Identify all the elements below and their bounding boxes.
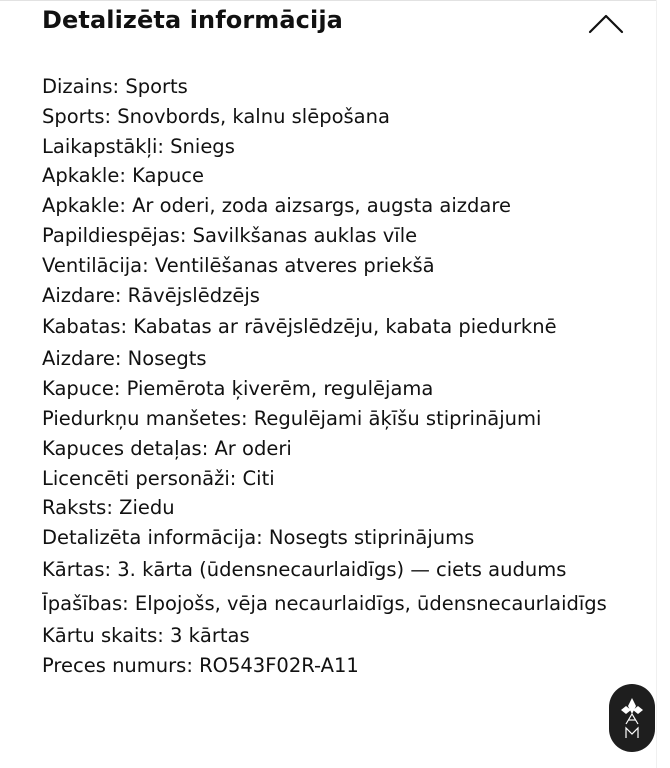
detail-item: Kapuce: Piemērota ķiverēm, regulējama	[42, 377, 434, 401]
details-section-header[interactable]	[0, 0, 670, 60]
detail-item: Dizains: Sports	[42, 75, 188, 98]
detail-item: Papildiespējas: Savilkšanas auklas vīle	[42, 223, 418, 247]
detail-item: Sports: Snovbords, kalnu slēpošana	[42, 104, 390, 128]
detail-item: Preces numurs: RO543F02R-A11	[42, 653, 359, 677]
detail-item: Detalizēta informācija: Nosegts stiprinājums	[42, 526, 475, 550]
detail-item: Kārtu skaits: 3 kārtas	[42, 623, 250, 647]
detail-item: Apkakle: Ar oderi, zoda aizsargs, augsta aizdare	[42, 194, 511, 218]
detail-item: Aizdare: Nosegts	[42, 347, 207, 371]
detail-item: Kapuces detaļas: Ar oderi	[42, 436, 292, 460]
chevron-up-icon[interactable]	[588, 12, 624, 34]
detail-item: Kabatas: Kabatas ar rāvējslēdzēju, kabata piedurknē	[42, 315, 557, 339]
brand-logo-button[interactable]	[609, 684, 655, 752]
detail-item: Piedurkņu manšetes: Regulējami āķīšu stiprinājumi	[42, 406, 542, 430]
detail-item: Īpašības: Elpojošs, vēja necaurlaidīgs, ūdensnecaurlaidīgs	[42, 591, 607, 615]
detail-item: Laikapstākļi: Sniegs	[42, 134, 235, 158]
detail-item: Ventilācija: Ventilēšanas atveres priekšā	[42, 253, 435, 277]
details-list	[42, 72, 642, 681]
detail-item: Licencēti personāži: Citi	[42, 466, 275, 490]
detail-item: Aizdare: Rāvējslēdzējs	[42, 283, 260, 307]
detail-item: Apkakle: Kapuce	[42, 164, 204, 188]
detail-item: Kārtas: 3. kārta (ūdensnecaurlaidīgs) — ciets audums	[42, 557, 567, 581]
brand-logo-icon	[609, 684, 655, 752]
section-title: Detalizēta informācija	[42, 6, 343, 34]
detail-item: Raksts: Ziedu	[42, 496, 175, 520]
scrollbar-track[interactable]	[656, 0, 657, 768]
